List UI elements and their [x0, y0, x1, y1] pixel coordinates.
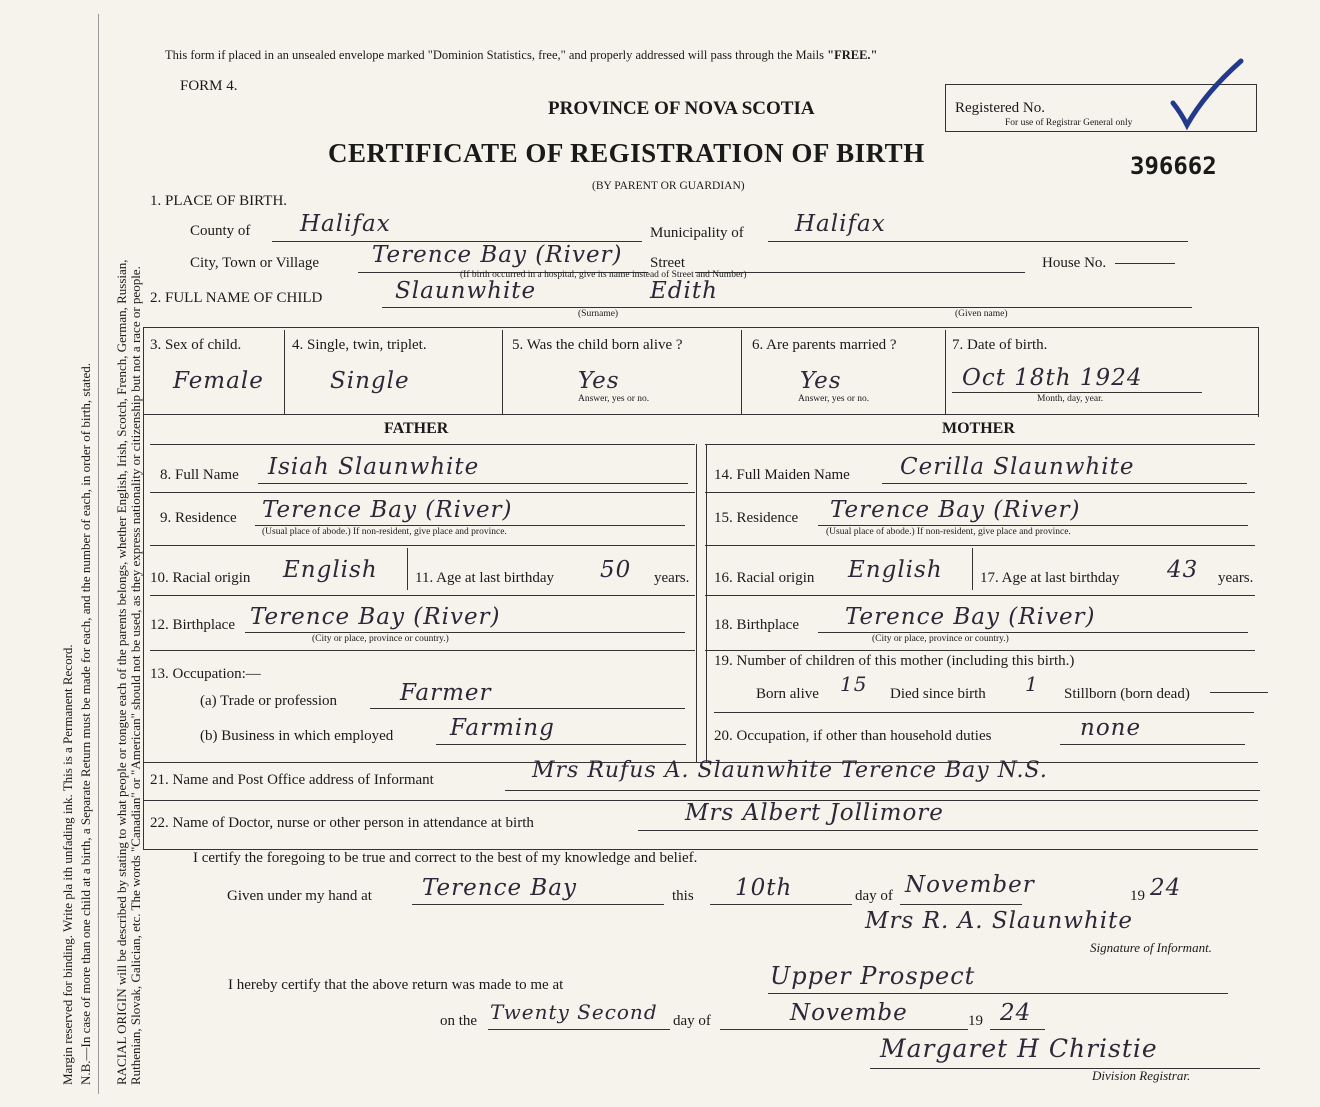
stamp-number: 396662: [1130, 152, 1217, 180]
county-label: County of: [190, 223, 251, 239]
registrar-day-of-label: day of: [673, 1013, 711, 1029]
child-given-name: Edith: [650, 278, 718, 304]
father-race: English: [283, 557, 378, 583]
mother-years: years.: [1218, 570, 1254, 586]
father-residence-caption: (Usual place of abode.) If non-resident, give place and province.: [262, 527, 507, 537]
mother-birthplace-label: 18. Birthplace: [714, 617, 799, 633]
business-label: (b) Business in which employed: [200, 728, 394, 744]
children-count-label: 19. Number of children of this mother (including this birth.): [714, 653, 1075, 669]
married-caption: Answer, yes or no.: [798, 394, 870, 404]
mother-race: English: [848, 557, 943, 583]
given-year: 24: [1150, 875, 1182, 901]
on-the-label: on the: [440, 1013, 478, 1029]
father-birthplace: Terence Bay (River): [250, 604, 501, 630]
registrar-signature: Margaret H Christie: [880, 1034, 1158, 1063]
died-label: Died since birth: [890, 686, 986, 702]
mother-name-label: 14. Full Maiden Name: [714, 467, 850, 483]
house-no-label: House No.: [1042, 255, 1107, 271]
mother-race-label: 16. Racial origin: [714, 570, 815, 586]
mother-residence: Terence Bay (River): [830, 497, 1081, 523]
father-years: years.: [654, 570, 690, 586]
attendant-value: Mrs Albert Jollimore: [685, 800, 944, 826]
given-day: 10th: [735, 875, 793, 901]
mother-residence-label: 15. Residence: [714, 510, 799, 526]
plurality-label: 4. Single, twin, triplet.: [292, 337, 427, 353]
married-value: Yes: [800, 368, 842, 394]
mother-birthplace: Terence Bay (River): [845, 604, 1096, 630]
division-registrar-caption: Division Registrar.: [1092, 1068, 1191, 1083]
alive-caption: Answer, yes or no.: [578, 394, 650, 404]
informant-label: 21. Name and Post Office address of Informant: [150, 772, 434, 788]
registrar-year: 24: [1000, 1000, 1032, 1026]
given-name-caption: (Given name): [955, 309, 1008, 319]
this-label: this: [672, 888, 694, 904]
attendant-label: 22. Name of Doctor, nurse or other person in attendance at birth: [150, 815, 534, 831]
dob-caption: Month, day, year.: [1037, 394, 1104, 404]
city-value: Terence Bay (River): [372, 242, 623, 268]
surname-caption: (Surname): [578, 309, 619, 319]
mother-occupation-label: 20. Occupation, if other than household duties: [714, 728, 992, 744]
father-residence-label: 9. Residence: [160, 510, 237, 526]
margin-note-3: RACIAL ORIGIN will be described by stating to what people or tongue each of the parents belongs, whether English, Irish, Scotch, French, German, Russian,: [114, 259, 129, 1085]
postal-note: This form if placed in an unsealed envelope marked "Dominion Statistics, free," and properly addressed will pass through the Mails "FREE.": [165, 48, 878, 62]
check-mark: [1165, 55, 1245, 135]
form-number: FORM 4.: [180, 78, 238, 94]
municipality-label: Municipality of: [650, 225, 744, 241]
informant-signature: Mrs R. A. Slaunwhite: [865, 908, 1133, 934]
registrar-month: Novembe: [790, 1000, 908, 1026]
registrar-statement: I hereby certify that the above return was made to me at: [228, 977, 564, 993]
father-residence: Terence Bay (River): [262, 497, 513, 523]
stillborn-label: Stillborn (born dead): [1064, 686, 1190, 702]
registrar-use-note: For use of Registrar General only: [1005, 118, 1133, 128]
mother-residence-caption: (Usual place of abode.) If non-resident, give place and province.: [826, 527, 1071, 537]
child-name-label: 2. FULL NAME OF CHILD: [150, 290, 323, 306]
born-alive-value: Yes: [578, 368, 620, 394]
registrar-place: Upper Prospect: [770, 962, 976, 990]
dob-value: Oct 18th 1924: [962, 365, 1143, 391]
given-year-prefix: 19: [1130, 888, 1145, 904]
province-heading: PROVINCE OF NOVA SCOTIA: [548, 98, 815, 119]
mother-age: 43: [1167, 557, 1199, 583]
registrar-day: Twenty Second: [490, 1000, 658, 1024]
mother-name: Cerilla Slaunwhite: [900, 454, 1135, 480]
father-birthplace-caption: (City or place, province or country.): [312, 634, 449, 644]
trade-value: Farmer: [400, 680, 492, 706]
married-label: 6. Are parents married ?: [752, 337, 897, 353]
sex-value: Female: [173, 368, 264, 394]
margin-rule: [98, 14, 99, 1094]
given-place: Terence Bay: [422, 875, 577, 901]
father-heading: FATHER: [384, 420, 449, 437]
father-age: 50: [600, 557, 632, 583]
father-name-label: 8. Full Name: [160, 467, 239, 483]
county-value: Halifax: [300, 211, 391, 237]
day-of-label: day of: [855, 888, 893, 904]
registrar-year-prefix: 19: [968, 1013, 983, 1029]
document-title: CERTIFICATE OF REGISTRATION OF BIRTH: [328, 138, 925, 168]
trade-label: (a) Trade or profession: [200, 693, 338, 709]
dob-label: 7. Date of birth.: [952, 337, 1048, 353]
died-count: 1: [1025, 672, 1039, 696]
child-surname: Slaunwhite: [395, 278, 537, 304]
father-birthplace-label: 12. Birthplace: [150, 617, 235, 633]
given-month: November: [905, 872, 1035, 898]
born-alive-count-label: Born alive: [756, 686, 819, 702]
sex-label: 3. Sex of child.: [150, 337, 242, 353]
born-alive-label: 5. Was the child born alive ?: [512, 337, 683, 353]
given-label: Given under my hand at: [227, 888, 372, 904]
informant-value: Mrs Rufus A. Slaunwhite Terence Bay N.S.: [532, 758, 1048, 783]
father-occupation-label: 13. Occupation:—: [150, 666, 261, 682]
margin-note-2: N.B.—In case of more than one child at a birth, a Separate Return must be made for each, and the number of each, in order of birth, stated.: [78, 363, 93, 1085]
father-race-label: 10. Racial origin: [150, 570, 251, 586]
informant-signature-caption: Signature of Informant.: [1090, 940, 1212, 955]
hospital-note: (If birth occurred in a hospital, give its name instead of Street and Number): [460, 270, 747, 280]
born-alive-count: 15: [840, 672, 868, 696]
margin-note-4: Ruthenian, Slovak, Galician, etc. The words "Canadian" or "American" should not be used, as they express nationality or citizenship but not a race or people.: [128, 266, 143, 1085]
mother-heading: MOTHER: [942, 420, 1015, 437]
business-value: Farming: [450, 715, 555, 741]
father-name: Isiah Slaunwhite: [268, 454, 480, 480]
mother-birthplace-caption: (City or place, province or country.): [872, 634, 1009, 644]
certify-statement: I certify the foregoing to be true and correct to the best of my knowledge and belief.: [193, 850, 698, 866]
mother-occupation: none: [1080, 715, 1142, 741]
plurality-value: Single: [330, 368, 410, 394]
margin-note-1: Margin reserved for binding. Write pla ith unfading ink. This is a Permanent Record.: [60, 644, 75, 1085]
place-of-birth-heading: 1. PLACE OF BIRTH.: [150, 193, 288, 209]
city-label: City, Town or Village: [190, 255, 320, 271]
street-label: Street: [650, 255, 685, 271]
municipality-value: Halifax: [795, 211, 886, 237]
registered-label: Registered No.: [955, 100, 1045, 116]
father-age-label: 11. Age at last birthday: [415, 570, 554, 586]
mother-age-label: 17. Age at last birthday: [980, 570, 1120, 586]
document-subtitle: (BY PARENT OR GUARDIAN): [592, 180, 745, 192]
